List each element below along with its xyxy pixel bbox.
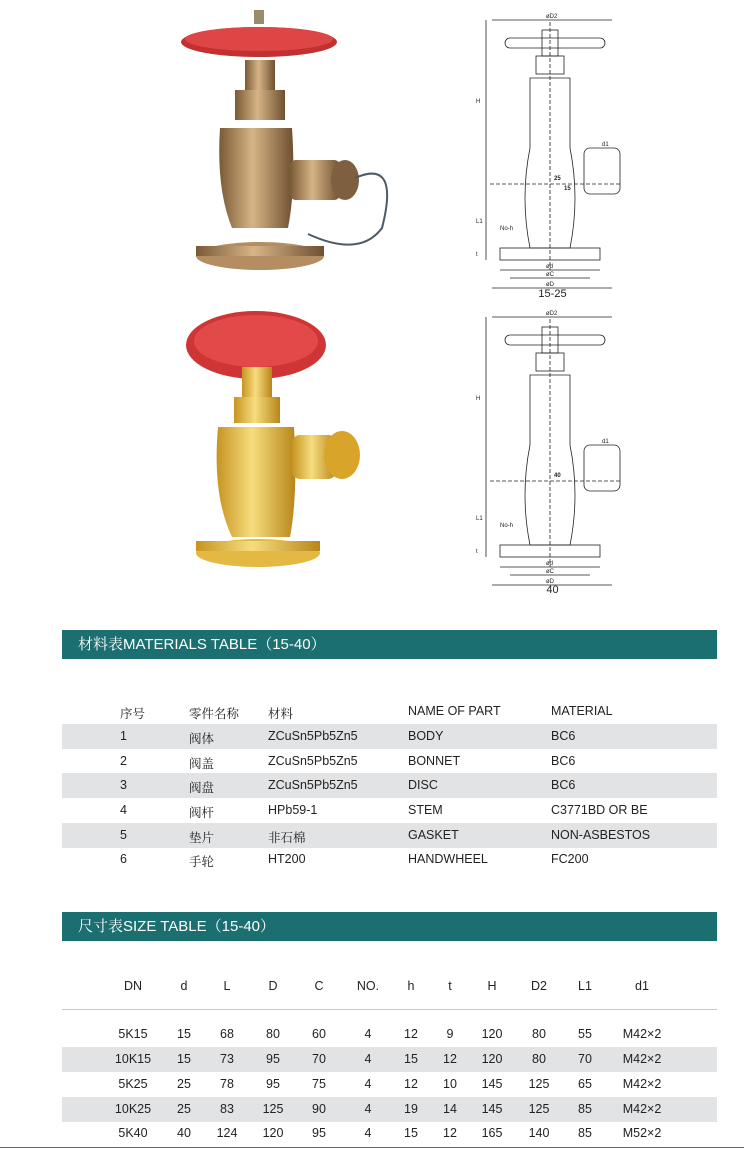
cell-H: 145: [481, 1102, 503, 1116]
cell-t: 12: [443, 1126, 457, 1140]
dim-d1: d1: [602, 439, 609, 445]
dim-d: ød: [546, 264, 554, 270]
cell-l: 83: [220, 1102, 234, 1116]
table-row: [62, 724, 717, 749]
cell-d2: 125: [528, 1102, 550, 1116]
cell-t: 12: [443, 1052, 457, 1066]
cell-c: 95: [312, 1126, 326, 1140]
cell-h-small: 15: [404, 1052, 418, 1066]
cell-D: 125: [262, 1102, 284, 1116]
table-row: [62, 1121, 717, 1146]
cell-material-cn: HPb59-1: [268, 803, 318, 817]
cell-material: BC6: [551, 754, 576, 768]
page-bottom-rule: [0, 1147, 744, 1148]
cell-material: BC6: [551, 778, 576, 792]
materials-header-row: [62, 699, 717, 724]
cell-no: 4: [364, 1126, 372, 1140]
header-H: H: [487, 979, 497, 993]
cell-material-cn: HT200: [268, 852, 306, 866]
cell-D: 95: [266, 1052, 280, 1066]
cell-part-cn: 阀体: [189, 732, 215, 746]
drawing-caption-15-25: 15-25: [538, 288, 567, 300]
cell-name-of-part: DISC: [408, 778, 438, 792]
cell-material-cn: ZCuSn5Pb5Zn5: [268, 778, 358, 792]
cell-name-of-part: HANDWHEEL: [408, 852, 488, 866]
cell-d2: 80: [532, 1027, 546, 1041]
cell-c: 60: [312, 1027, 326, 1041]
header-material: MATERIAL: [551, 704, 613, 718]
cell-name-of-part: BONNET: [408, 754, 461, 768]
dim-h: H: [476, 396, 481, 402]
header-h-small: h: [407, 979, 415, 993]
table-row: [62, 1047, 717, 1072]
cell-d2: 140: [528, 1126, 550, 1140]
cell-no: 3: [120, 778, 127, 792]
cell-part-cn: 阀盘: [189, 781, 215, 795]
cell-d1: M42×2: [622, 1077, 662, 1091]
cell-d1: M42×2: [622, 1052, 662, 1066]
cell-H: 165: [481, 1126, 503, 1140]
dim-noh: No-h: [500, 523, 514, 529]
cell-material: FC200: [551, 852, 589, 866]
header-no: NO.: [356, 979, 380, 993]
cell-part-cn: 阀杆: [189, 806, 215, 820]
dim-d2: øD2: [546, 14, 558, 20]
cell-d: 25: [177, 1077, 191, 1091]
header-D: D: [268, 979, 278, 993]
cell-l: 73: [220, 1052, 234, 1066]
dim-size-a: 25: [554, 176, 561, 182]
cell-no: 4: [364, 1052, 372, 1066]
size-header-divider: [62, 1009, 717, 1010]
cell-l1: 65: [578, 1077, 592, 1091]
cell-material-cn: ZCuSn5Pb5Zn5: [268, 729, 358, 743]
cell-l: 78: [220, 1077, 234, 1091]
cell-d1: M42×2: [622, 1102, 662, 1116]
dim-l1: L1: [476, 516, 483, 522]
header-d2: D2: [531, 979, 547, 993]
cell-l1: 55: [578, 1027, 592, 1041]
header-d1: d1: [635, 979, 649, 993]
cell-no: 5: [120, 828, 127, 842]
cell-no: 2: [120, 754, 127, 768]
cell-name-of-part: BODY: [408, 729, 444, 743]
cell-no: 4: [120, 803, 127, 817]
dim-size-b: 15: [564, 186, 571, 192]
valve-drawing-40: [470, 305, 635, 595]
cell-no: 4: [364, 1077, 372, 1091]
cell-h-small: 15: [404, 1126, 418, 1140]
cell-d2: 125: [528, 1077, 550, 1091]
cell-D: 95: [266, 1077, 280, 1091]
dim-noh: No-h: [500, 226, 514, 232]
dim-D: øD: [546, 282, 554, 288]
dim-size-a: 40: [554, 473, 561, 479]
cell-name-of-part: GASKET: [408, 828, 459, 842]
cell-name-of-part: STEM: [408, 803, 443, 817]
cell-material: BC6: [551, 729, 576, 743]
cell-d: 15: [177, 1052, 191, 1066]
cell-H: 145: [481, 1077, 503, 1091]
size-header-row: [62, 975, 717, 997]
cell-h-small: 19: [404, 1102, 418, 1116]
header-dn: DN: [123, 979, 143, 993]
cell-l1: 85: [578, 1126, 592, 1140]
header-t: t: [448, 979, 452, 993]
cell-part-cn: 阀盖: [189, 757, 215, 771]
header-l: L: [223, 979, 231, 993]
cell-no: 1: [120, 729, 127, 743]
cell-dn: 5K25: [118, 1077, 148, 1091]
materials-table-title: 材料表MATERIALS TABLE（15-40）: [62, 630, 717, 659]
table-row: [62, 1072, 717, 1097]
cell-d1: M42×2: [622, 1027, 662, 1041]
cell-c: 75: [312, 1077, 326, 1091]
header-no: 序号: [120, 707, 146, 721]
header-name-of-part: NAME OF PART: [408, 704, 501, 718]
cell-t: 14: [443, 1102, 457, 1116]
cell-H: 120: [481, 1052, 503, 1066]
dim-d2: øD2: [546, 311, 558, 317]
cell-l: 68: [220, 1027, 234, 1041]
dim-d: ød: [546, 561, 554, 567]
table-row: [62, 847, 717, 872]
dim-D: øD: [546, 579, 554, 585]
cell-part-cn: 垫片: [189, 831, 215, 845]
cell-l1: 70: [578, 1052, 592, 1066]
table-row: [62, 798, 717, 823]
table-row: [62, 1022, 717, 1047]
dim-t: t: [476, 549, 478, 555]
cell-d: 40: [177, 1126, 191, 1140]
table-row: [62, 823, 717, 848]
cell-dn: 5K15: [118, 1027, 148, 1041]
cell-h-small: 12: [404, 1077, 418, 1091]
cell-material: C3771BD OR BE: [551, 803, 648, 817]
cell-dn: 5K40: [118, 1126, 148, 1140]
cell-c: 90: [312, 1102, 326, 1116]
cell-no: 6: [120, 852, 127, 866]
cell-material: NON-ASBESTOS: [551, 828, 651, 842]
cell-l1: 85: [578, 1102, 592, 1116]
cell-part-cn: 手轮: [189, 855, 215, 869]
size-table-title: 尺寸表SIZE TABLE（15-40）: [62, 912, 717, 941]
table-row: [62, 773, 717, 798]
cell-t: 9: [446, 1027, 454, 1041]
cell-t: 10: [443, 1077, 457, 1091]
header-l1: L1: [578, 979, 592, 993]
dim-c: øC: [546, 272, 554, 278]
drawing-caption-40: 40: [546, 584, 559, 596]
table-row: [62, 1097, 717, 1122]
cell-l: 124: [216, 1126, 238, 1140]
valve-drawing-15-25: [470, 8, 635, 298]
header-material-cn: 材料: [268, 707, 294, 721]
cell-h-small: 12: [404, 1027, 418, 1041]
cell-material-cn: ZCuSn5Pb5Zn5: [268, 754, 358, 768]
cell-D: 80: [266, 1027, 280, 1041]
cell-no: 4: [364, 1027, 372, 1041]
header-c: C: [314, 979, 324, 993]
dim-t: t: [476, 252, 478, 258]
cell-material-cn: 非石棉: [268, 831, 306, 845]
dim-c: øC: [546, 569, 554, 575]
cell-d: 15: [177, 1027, 191, 1041]
cell-H: 120: [481, 1027, 503, 1041]
table-row: [62, 749, 717, 774]
cell-D: 120: [262, 1126, 284, 1140]
dim-l1: L1: [476, 219, 483, 225]
valve-photo-bronze: [170, 8, 410, 278]
cell-dn: 10K15: [114, 1052, 152, 1066]
cell-d1: M52×2: [622, 1126, 662, 1140]
header-part-cn: 零件名称: [189, 707, 240, 721]
valve-photo-brass: [170, 305, 410, 575]
dim-d1: d1: [602, 142, 609, 148]
cell-d2: 80: [532, 1052, 546, 1066]
cell-d: 25: [177, 1102, 191, 1116]
cell-no: 4: [364, 1102, 372, 1116]
cell-dn: 10K25: [114, 1102, 152, 1116]
cell-c: 70: [312, 1052, 326, 1066]
header-d: d: [180, 979, 188, 993]
dim-h: H: [476, 99, 481, 105]
